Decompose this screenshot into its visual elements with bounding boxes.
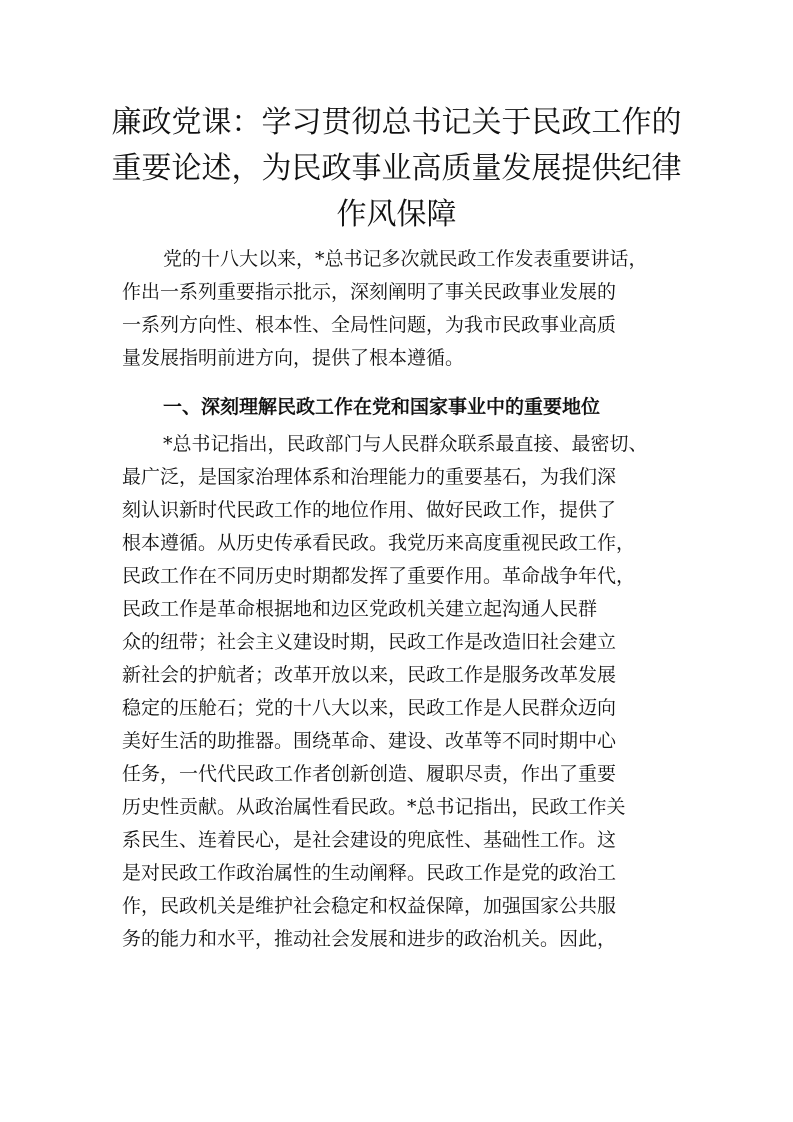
- section-heading: 一、深刻理解民政工作在党和国家事业中的重要地位: [163, 396, 601, 418]
- paragraph-line: 美好生活的助推器。围绕革命、建设、改革等不同时期中心: [122, 730, 617, 752]
- paragraph-line: 量发展指明前进方向，提供了根本遵循。: [122, 347, 465, 369]
- paragraph-line: 作，民政机关是维护社会稳定和权益保障，加强国家公共服: [122, 895, 617, 917]
- title-line: 重要论述，为民政事业高质量发展提供纪律: [111, 151, 682, 186]
- document-title: [110, 100, 683, 238]
- paragraph-line: 刻认识新时代民政工作的地位作用、做好民政工作，提供了: [122, 499, 617, 521]
- paragraph-line: 系民生、连着民心，是社会建设的兜底性、基础性工作。这: [122, 829, 617, 851]
- paragraph-line: 根本遵循。从历史传承看民政。我党历来高度重视民政工作，: [122, 532, 636, 554]
- title-line: 作风保障: [336, 197, 457, 232]
- title-line: 廉政党课：学习贯彻总书记关于民政工作的: [111, 105, 682, 140]
- paragraph-line: 一系列方向性、根本性、全局性问题，为我市民政事业高质: [122, 314, 617, 336]
- paragraph-line: 任务，一代代民政工作者创新创造、履职尽责，作出了重要: [122, 763, 617, 785]
- paragraph-line: 众的纽带；社会主义建设时期，民政工作是改造旧社会建立: [122, 631, 617, 653]
- paragraph-line: 最广泛，是国家治理体系和治理能力的重要基石，为我们深: [122, 466, 617, 488]
- paragraph-line: 作出一系列重要指示批示，深刻阐明了事关民政事业发展的: [122, 281, 617, 303]
- paragraph-line: 是对民政工作政治属性的生动阐释。民政工作是党的政治工: [122, 862, 617, 884]
- paragraph-line: 民政工作是革命根据地和边区党政机关建立起沟通人民群: [122, 598, 598, 620]
- paragraph-line: 稳定的压舱石；党的十八大以来，民政工作是人民群众迈向: [122, 697, 617, 719]
- paragraph-line: 务的能力和水平，推动社会发展和进步的政治机关。因此，: [122, 928, 617, 950]
- intro-paragraph: [122, 243, 682, 375]
- paragraph-line: 新社会的护航者；改革开放以来，民政工作是服务改革发展: [122, 664, 617, 686]
- paragraph-line: *总书记指出，民政部门与人民群众联系最直接、最密切、: [163, 433, 648, 455]
- section-paragraph: [122, 428, 682, 956]
- paragraph-line: 民政工作在不同历史时期都发挥了重要作用。革命战争年代，: [122, 565, 636, 587]
- paragraph-line: 历史性贡献。从政治属性看民政。*总书记指出，民政工作关: [122, 796, 626, 818]
- paragraph-line: 党的十八大以来，*总书记多次就民政工作发表重要讲话，: [163, 248, 648, 270]
